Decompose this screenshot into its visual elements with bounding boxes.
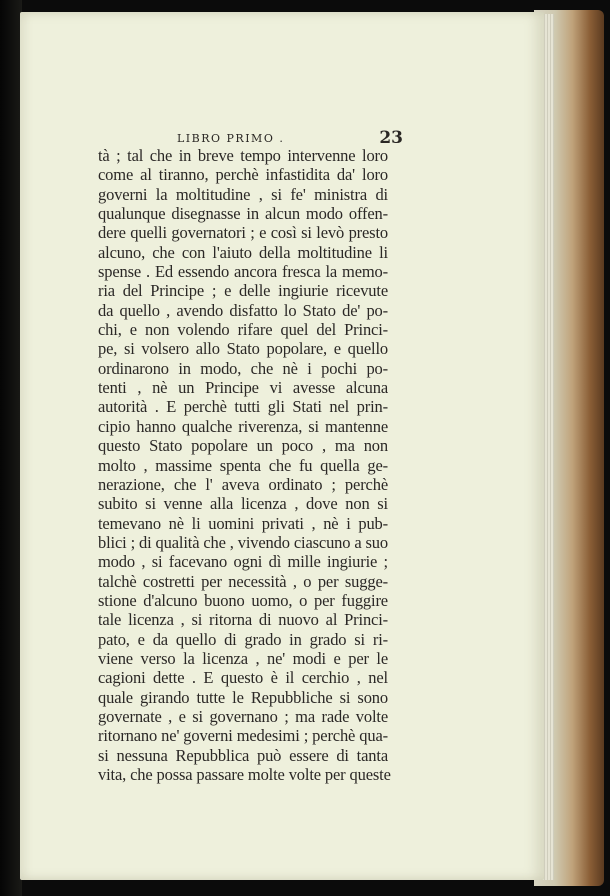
text-line: spense . Ed essendo ancora fresca la memo- bbox=[98, 262, 388, 282]
text-line: temevano nè li uomini privati , nè i pub- bbox=[98, 513, 388, 533]
text-line: governi la moltitudine , si fe' ministra di bbox=[98, 184, 388, 204]
page-number: 23 bbox=[379, 128, 403, 148]
text-line: quale girando tutte le Repubbliche si sono bbox=[98, 687, 388, 707]
text-line: pato, e da quello di grado in grado si ri- bbox=[98, 629, 388, 649]
text-line: vita, che possa passare molte volte per queste bbox=[98, 765, 391, 784]
text-line: chi, e non volendo rifare quel del Princi- bbox=[98, 320, 388, 340]
text-line: questo Stato popolare un poco , ma non bbox=[98, 436, 388, 456]
text-line: qualunque disegnasse in alcun modo offen- bbox=[98, 204, 388, 224]
text-line: governate , e si governano ; ma rade volte bbox=[98, 706, 388, 726]
text-line: dere quelli governatori ; e così si levò presto bbox=[98, 223, 388, 243]
text-line: da quello , avendo disfatto lo Stato de' po- bbox=[98, 300, 388, 320]
text-line: cagioni dette . E questo è il cerchio , nel bbox=[98, 668, 388, 688]
text-line: tà ; tal che in breve tempo intervenne loro bbox=[98, 146, 388, 165]
text-line: tenti , nè un Principe vi avesse alcuna bbox=[98, 378, 388, 398]
text-line: subito si venne alla licenza , dove non si bbox=[98, 494, 388, 514]
text-line: molto , massime spenta che fu quella ge- bbox=[98, 455, 388, 475]
text-line: pe, si volsero allo Stato popolare, e quello bbox=[98, 339, 388, 359]
text-line: cipio hanno qualche riverenza, si mantenne bbox=[98, 416, 388, 436]
text-line: ritornano ne' governi medesimi ; perchè qua- bbox=[98, 726, 388, 746]
text-line: autorità . E perchè tutti gli Stati nel prin- bbox=[98, 397, 388, 417]
text-line: viene verso la licenza , ne' modi e per le bbox=[98, 648, 388, 668]
left-background bbox=[0, 0, 22, 896]
text-line: si nessuna Repubblica può essere di tanta bbox=[98, 745, 388, 765]
text-line: tale licenza , si ritorna di nuovo al Princi- bbox=[98, 610, 388, 630]
text-line: talchè costretti per necessità , o per sugge- bbox=[98, 571, 388, 591]
body-text bbox=[98, 146, 391, 784]
text-line: modo , si facevano ogni dì mille ingiurie ; bbox=[98, 552, 388, 572]
text-line: come al tiranno, perchè infastidita da' loro bbox=[98, 165, 388, 185]
text-line: alcuno, che con l'aiuto della moltitudine li bbox=[98, 242, 388, 262]
text-line: ria del Principe ; e delle ingiurie ricevute bbox=[98, 281, 388, 301]
text-line: ordinarono in modo, che nè i pochi po- bbox=[98, 358, 388, 378]
text-line: blici ; di qualità che , vivendo ciascuno a suo bbox=[98, 532, 388, 552]
running-head: LIBRO PRIMO . bbox=[177, 132, 285, 145]
text-line: stione d'alcuno buono uomo, o per fuggire bbox=[98, 590, 388, 610]
text-line: nerazione, che l' aveva ordinato ; perchè bbox=[98, 474, 388, 494]
